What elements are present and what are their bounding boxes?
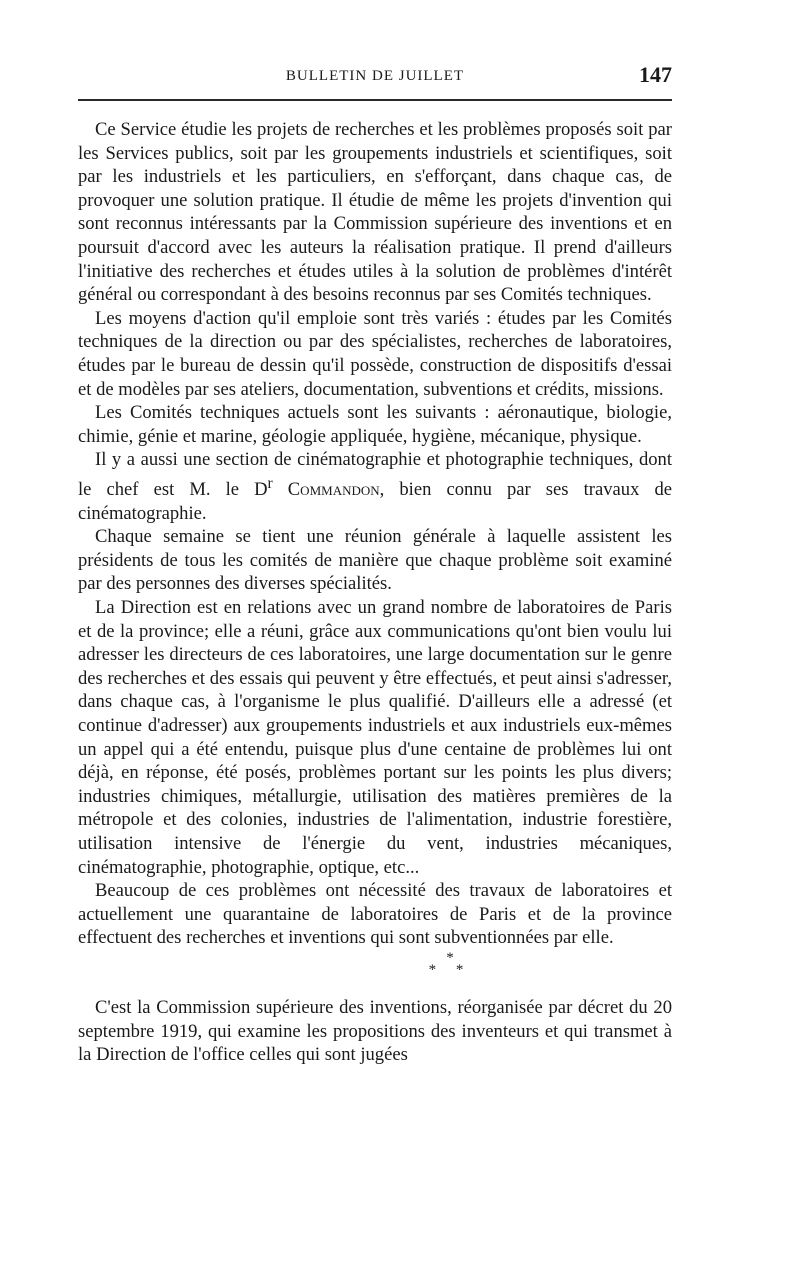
section-asterism (78, 949, 672, 996)
paragraph-section-end: , bien connu par ses travaux de cinématographie. (78, 479, 673, 524)
paragraph-section-text: Il y a aussi une section de cinématographie et photographie techniques, dont le chef est M. le D (78, 449, 672, 501)
asterism-top: * (446, 949, 454, 966)
asterism-bottom: * * (428, 961, 472, 978)
paragraph-moyens: Les moyens d'action qu'il emploie sont très variés : études par les Comités techniques de la direction ou par des spécialistes, recherches de laboratoires, études par le bureau de dessin qu'il possède, construction de dispositifs d'essai et de modèles par ses ateliers, documentation, subventions et crédits, missions. (78, 307, 672, 400)
paragraph-reunion: Chaque semaine se tient une réunion générale à laquelle assistent les présidents de tous les comités de manière que chaque problème soit examiné par des personnes des diverses spécialités. (78, 526, 672, 595)
paragraph-problemes: Beaucoup de ces problèmes ont nécessité des travaux de laboratoires et actuellement une quarantaine de laboratoires de Paris et de la province effectuent des recherches et inventions qui sont subventionnées par elle. (78, 880, 672, 949)
running-head: BULLETIN DE JUILLET (285, 68, 465, 84)
paragraph-commission: C'est la Commission supérieure des inventions, réorganisée par décret du 20 septembre 1919, qui examine les propositions des inventeurs et qui transmet à la Direction de l'office celles qui sont jugées (78, 996, 672, 1066)
doctor-superscript: r (267, 474, 273, 492)
header-rule (78, 99, 672, 101)
paragraph-comites: Les Comités techniques actuels sont les suivants : aéronautique, biologie, chimie, génie et marine, géologie appliquée, hygiène, mécanique, physique. (78, 402, 672, 447)
paragraph-service: Ce Service étudie les projets de recherches et les problèmes proposés soit par les Services publics, soit par les groupements industriels et scientifiques, soit par les industriels et les particuliers, en s'efforçant, dans chaque cas, de provoquer une solution pratique. Il étudie de même les projets d'invention qui sont reconnus intéressants par la Commission supérieure des inventions et en poursuit d'accord avec les auteurs la réalisation pratique. Il prend d'ailleurs l'initiative des recherches et études utiles à la solution de problèmes d'intérêt général ou correspondant à des besoins reconnus par ses Comités techniques. (78, 119, 672, 306)
page-header (78, 62, 672, 92)
body-text (78, 118, 672, 1067)
page-number: 147 (639, 62, 672, 87)
person-name: Commandon (287, 479, 380, 501)
paragraph-direction: La Direction est en relations avec un grand nombre de laboratoires de Paris et de la province; elle a réuni, grâce aux communications qu'ont bien voulu lui adresser les directeurs de ces laboratoires, une large documentation sur le genre des recherches et des essais qui peuvent y être effectués, et peut ainsi s'adresser, dans chaque cas, à l'organisme le plus qualifié. D'ailleurs elle a adressé (et continue d'adresser) aux groupements industriels et aux industriels eux-mêmes un appel qui a été entendu, puisque plus d'une centaine de problèmes lui ont déjà, en réponse, été posés, problèmes portant sur les points les plus divers; industries chimiques, métallurgie, utilisation des matières premières de la métropole et des colonies, industries de l'alimentation, industrie forestière, utilisation intensive de l'énergie du vent, industries mécaniques, cinématographie, photographie, optique, etc... (78, 597, 672, 878)
paragraph-section (78, 448, 672, 525)
